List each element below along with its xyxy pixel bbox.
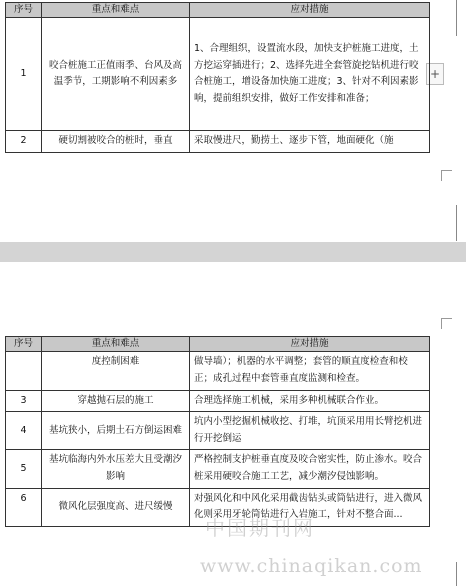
cell-no: 1: [6, 18, 42, 131]
header-measures: 应对措施: [190, 337, 430, 352]
cell-no: 2: [6, 131, 42, 153]
cell-measures: 1、合理组织，设置流水段，加快支护桩施工进度，土方挖运穿插进行；2、选择先进全套管旋挖钻机进行咬合桩施工，增设备加快施工进度；3、针对不利因素影响，提前组织安排，做好工作安排和准备；: [190, 18, 430, 131]
watermark-url: www.chinaqikan.com: [200, 555, 423, 577]
cell-difficulty: 度控制困难: [42, 352, 190, 390]
header-no: 序号: [6, 337, 42, 352]
cell-measures: 做导墙）；机器的水平调整；套管的顺直度检查和校正；成孔过程中套管垂直度监测和检查。: [190, 352, 430, 390]
table-header-row: [6, 337, 430, 352]
cell-measures: 合理选择施工机械，采用多种机械联合作业。: [190, 390, 430, 412]
cell-measures: 采取慢进尺，勤捞土、逐步下管，地面硬化（施: [190, 131, 430, 153]
table-row: [6, 450, 430, 488]
cell-difficulty: 穿越抛石层的施工: [42, 390, 190, 412]
cell-measures: 对强风化和中风化采用截齿钻头或筒钻进行，进入微风化则采用牙轮筒钻进行入岩施工，针对不整合面...: [190, 488, 430, 526]
cell-no: [6, 352, 42, 390]
page-edge-line: [456, 0, 457, 36]
header-difficulty: 重点和难点: [42, 337, 190, 352]
header-difficulty: 重点和难点: [42, 3, 190, 18]
page-edge-line: [456, 205, 457, 241]
table-row: [6, 352, 430, 390]
cell-no: 4: [6, 412, 42, 450]
table-row: [6, 412, 430, 450]
cell-difficulty: 硬切割被咬合的桩时，垂直: [42, 131, 190, 153]
table-row: [6, 131, 430, 153]
cell-no: 6: [6, 488, 42, 526]
cell-no: 3: [6, 390, 42, 412]
table-row: [6, 390, 430, 412]
cell-measures: 严格控制支护桩垂直度及咬合密实性，防止渗水。咬合桩采用硬咬合施工工艺，减少潮汐侵蚀影响。: [190, 450, 430, 488]
add-row-button[interactable]: +: [426, 63, 444, 85]
cell-difficulty: 基坑狭小，后期土石方倒运困难: [42, 412, 190, 450]
cell-difficulty: 微风化层强度高、进尺缓慢: [42, 488, 190, 526]
cell-measures: 坑内小型挖掘机械收挖、打堆，坑顶采用用长臂挖机进行开挖倒运: [190, 412, 430, 450]
header-measures: 应对措施: [190, 3, 430, 18]
cell-difficulty: 基坑临海内外水压差大且受潮汐影响: [42, 450, 190, 488]
table-row: [6, 18, 430, 131]
cell-difficulty: 咬合桩施工正值雨季、台风及高温季节，工期影响不利因素多: [42, 18, 190, 131]
corner-marker: [441, 170, 452, 181]
page-edge-line: [456, 562, 457, 586]
measures-table-top: [5, 2, 430, 153]
header-no: 序号: [6, 3, 42, 18]
watermark-text: 中国期刊网: [205, 516, 315, 540]
table-header-row: [6, 3, 430, 18]
cell-no: 5: [6, 450, 42, 488]
page-gap: [0, 242, 466, 262]
corner-marker: [441, 318, 452, 329]
measures-table-bottom: [5, 336, 430, 527]
